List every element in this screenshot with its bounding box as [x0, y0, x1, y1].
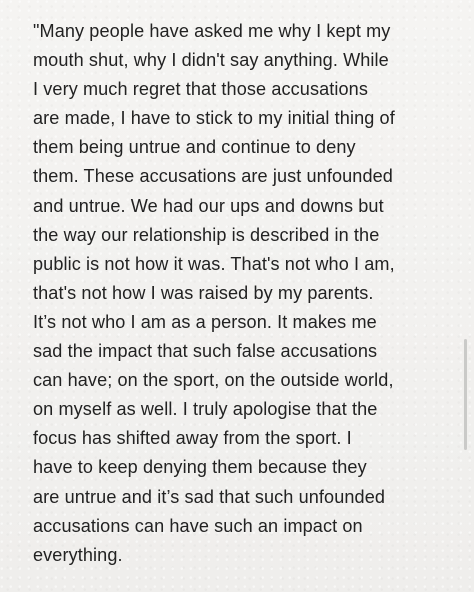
- statement-line: them being untrue and continue to deny: [33, 137, 356, 158]
- statement-line: sad the impact that such false accusations: [33, 341, 378, 362]
- statement-line: "Many people have asked me why I kept my: [33, 21, 391, 41]
- statement-line: them. These accusations are just unfounded: [33, 166, 393, 187]
- statement-line: focus has shifted away from the sport. I: [33, 428, 352, 449]
- statement-line: are untrue and it’s sad that such unfounded: [33, 486, 386, 507]
- statement-line: are made, I have to stick to my initial thing of: [33, 108, 395, 129]
- statement-line: mouth shut, why I didn't say anything. While: [33, 50, 389, 71]
- statement-line: can have; on the sport, on the outside world,: [33, 370, 394, 391]
- statement-line: accusations can have such an impact on: [33, 515, 363, 536]
- scroll-indicator[interactable]: [464, 339, 467, 450]
- statement-line: public is not how it was. That's not who I am,: [33, 253, 395, 274]
- statement-line: It’s not who I am as a person. It makes me: [33, 311, 377, 332]
- statement-line: on myself as well. I truly apologise that the: [33, 399, 378, 420]
- statement-line: everything.: [33, 544, 123, 565]
- statement-line: and untrue. We had our ups and downs but: [33, 195, 384, 216]
- statement-line: have to keep denying them because they: [33, 457, 367, 478]
- statement-line: I very much regret that those accusations: [33, 79, 368, 100]
- statement-line: the way our relationship is described in the: [33, 224, 380, 245]
- statement-text: [33, 17, 449, 570]
- statement-line: that's not how I was raised by my parents.: [33, 282, 374, 303]
